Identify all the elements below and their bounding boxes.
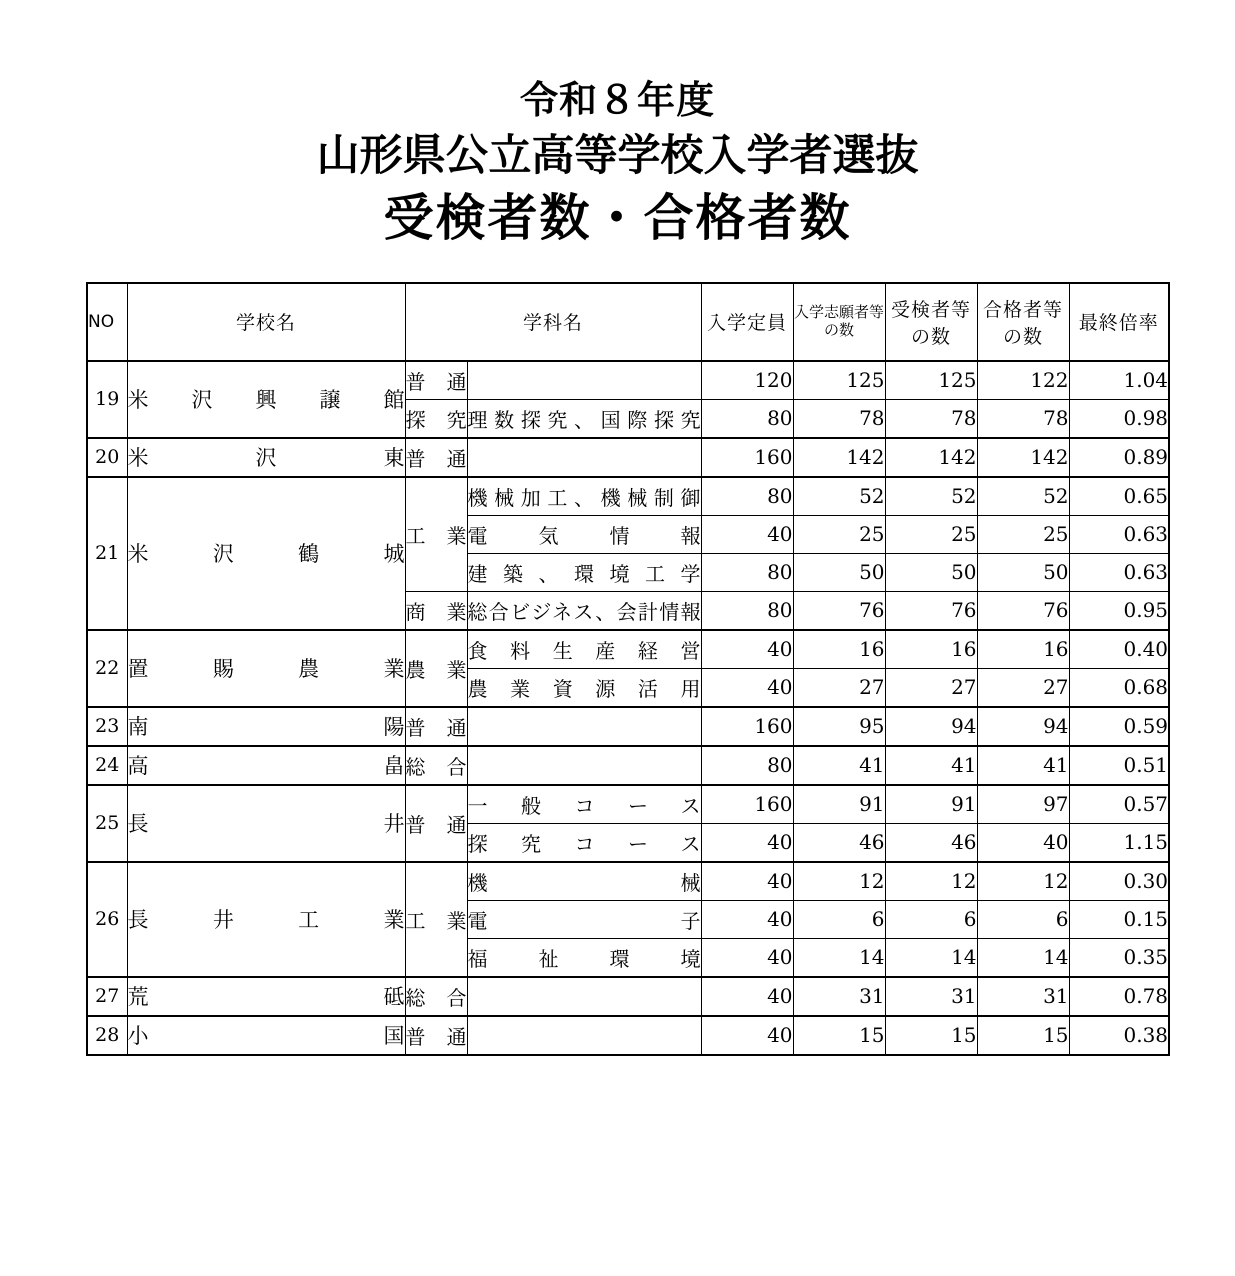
passers-value: 14 <box>977 938 1069 977</box>
ratio-value: 0.65 <box>1069 477 1169 516</box>
capacity-value: 40 <box>701 630 793 669</box>
passers-value: 40 <box>977 823 1069 862</box>
examinees-value: 91 <box>885 785 977 824</box>
department-detail: 農業資源活用 <box>467 668 701 707</box>
capacity-value: 40 <box>701 823 793 862</box>
applicants-value: 15 <box>793 1016 885 1055</box>
passers-value: 142 <box>977 438 1069 477</box>
table-header <box>87 283 1169 361</box>
examinees-value: 46 <box>885 823 977 862</box>
applicants-value: 125 <box>793 361 885 400</box>
ratio-value: 0.78 <box>1069 977 1169 1016</box>
applicants-value: 31 <box>793 977 885 1016</box>
department-detail <box>467 746 701 785</box>
header-passers <box>977 283 1069 361</box>
row-number: 24 <box>87 746 127 785</box>
capacity-value: 80 <box>701 591 793 630</box>
course-type: 総合 <box>405 746 467 785</box>
ratio-value: 0.89 <box>1069 438 1169 477</box>
course-type: 普通 <box>405 438 467 477</box>
applicants-value: 27 <box>793 668 885 707</box>
table-row <box>87 361 1169 400</box>
course-type: 探究 <box>405 399 467 438</box>
capacity-value: 40 <box>701 862 793 901</box>
ratio-value: 0.98 <box>1069 399 1169 438</box>
examinees-value: 50 <box>885 553 977 591</box>
passers-value: 12 <box>977 862 1069 901</box>
school-name: 小国 <box>127 1016 405 1055</box>
row-number: 27 <box>87 977 127 1016</box>
document-title-block <box>0 0 1235 250</box>
department-detail: 総合ビジネス、会計情報 <box>467 591 701 630</box>
course-type: 普通 <box>405 361 467 400</box>
passers-value: 94 <box>977 707 1069 746</box>
passers-value: 41 <box>977 746 1069 785</box>
examinees-value: 15 <box>885 1016 977 1055</box>
examinees-value: 78 <box>885 399 977 438</box>
school-name: 米沢鶴城 <box>127 477 405 630</box>
ratio-value: 0.68 <box>1069 668 1169 707</box>
results-table-wrap <box>0 282 1235 1056</box>
passers-value: 97 <box>977 785 1069 824</box>
ratio-value: 0.51 <box>1069 746 1169 785</box>
table-row <box>87 1016 1169 1055</box>
department-detail <box>467 977 701 1016</box>
ratio-value: 0.35 <box>1069 938 1169 977</box>
table-row <box>87 862 1169 901</box>
table-row <box>87 785 1169 824</box>
capacity-value: 40 <box>701 938 793 977</box>
ratio-value: 0.63 <box>1069 515 1169 553</box>
department-detail: 一般コース <box>467 785 701 824</box>
capacity-value: 40 <box>701 1016 793 1055</box>
header-passers-line1: 合格者等 <box>983 298 1064 321</box>
header-applicants-line2: の数 <box>824 320 855 339</box>
course-type: 商業 <box>405 591 467 630</box>
passers-value: 25 <box>977 515 1069 553</box>
examinees-value: 14 <box>885 938 977 977</box>
department-detail <box>467 438 701 477</box>
examinees-value: 27 <box>885 668 977 707</box>
header-passers-line2: の数 <box>1003 325 1044 348</box>
table-row <box>87 746 1169 785</box>
examinees-value: 12 <box>885 862 977 901</box>
passers-value: 76 <box>977 591 1069 630</box>
title-main: 受検者数・合格者数 <box>383 188 852 247</box>
applicants-value: 16 <box>793 630 885 669</box>
ratio-value: 0.95 <box>1069 591 1169 630</box>
row-number: 25 <box>87 785 127 862</box>
course-type: 普通 <box>405 707 467 746</box>
table-body <box>87 361 1169 1055</box>
school-name: 荒砥 <box>127 977 405 1016</box>
table-row <box>87 707 1169 746</box>
passers-value: 122 <box>977 361 1069 400</box>
ratio-value: 0.57 <box>1069 785 1169 824</box>
applicants-value: 12 <box>793 862 885 901</box>
course-type: 普通 <box>405 1016 467 1055</box>
table-row <box>87 438 1169 477</box>
ratio-value: 0.38 <box>1069 1016 1169 1055</box>
course-type: 普通 <box>405 785 467 862</box>
department-detail: 電子 <box>467 900 701 938</box>
header-examinees <box>885 283 977 361</box>
school-name: 高畠 <box>127 746 405 785</box>
row-number: 22 <box>87 630 127 707</box>
header-applicants-line1: 入学志願者等 <box>794 303 885 322</box>
examinees-value: 31 <box>885 977 977 1016</box>
header-row <box>87 283 1169 361</box>
header-examinees-line2: の数 <box>911 325 952 348</box>
header-examinees-line1: 受検者等 <box>891 298 972 321</box>
header-ratio: 最終倍率 <box>1069 283 1169 361</box>
ratio-value: 0.40 <box>1069 630 1169 669</box>
capacity-value: 80 <box>701 746 793 785</box>
row-number: 19 <box>87 361 127 438</box>
passers-value: 31 <box>977 977 1069 1016</box>
school-name: 長井 <box>127 785 405 862</box>
capacity-value: 40 <box>701 515 793 553</box>
capacity-value: 80 <box>701 477 793 516</box>
applicants-value: 76 <box>793 591 885 630</box>
school-name: 長井工業 <box>127 862 405 977</box>
ratio-value: 0.59 <box>1069 707 1169 746</box>
department-detail <box>467 707 701 746</box>
capacity-value: 40 <box>701 668 793 707</box>
capacity-value: 160 <box>701 707 793 746</box>
department-detail: 機械 <box>467 862 701 901</box>
header-school-name: 学校名 <box>127 283 405 361</box>
header-applicants <box>793 283 885 361</box>
examinees-value: 76 <box>885 591 977 630</box>
applicants-value: 50 <box>793 553 885 591</box>
examinees-value: 6 <box>885 900 977 938</box>
table-row <box>87 977 1169 1016</box>
capacity-value: 120 <box>701 361 793 400</box>
ratio-value: 1.15 <box>1069 823 1169 862</box>
school-name: 米沢興譲館 <box>127 361 405 438</box>
school-name: 米沢東 <box>127 438 405 477</box>
applicants-value: 142 <box>793 438 885 477</box>
capacity-value: 40 <box>701 977 793 1016</box>
examinees-value: 25 <box>885 515 977 553</box>
applicants-value: 95 <box>793 707 885 746</box>
capacity-value: 80 <box>701 553 793 591</box>
examinees-value: 52 <box>885 477 977 516</box>
course-type: 工業 <box>405 862 467 977</box>
applicants-value: 14 <box>793 938 885 977</box>
department-detail <box>467 361 701 400</box>
applicants-value: 78 <box>793 399 885 438</box>
header-capacity: 入学定員 <box>701 283 793 361</box>
applicants-value: 25 <box>793 515 885 553</box>
department-detail: 建築、環境工学 <box>467 553 701 591</box>
table-row <box>87 477 1169 516</box>
passers-value: 6 <box>977 900 1069 938</box>
title-year: 令和８年度 <box>519 78 715 122</box>
capacity-value: 80 <box>701 399 793 438</box>
school-name: 南陽 <box>127 707 405 746</box>
title-subject: 山形県公立高等学校入学者選抜 <box>316 130 919 181</box>
ratio-value: 0.30 <box>1069 862 1169 901</box>
header-department-name: 学科名 <box>405 283 701 361</box>
ratio-value: 1.04 <box>1069 361 1169 400</box>
department-detail: 理数探究、国際探究 <box>467 399 701 438</box>
row-number: 20 <box>87 438 127 477</box>
capacity-value: 40 <box>701 900 793 938</box>
passers-value: 15 <box>977 1016 1069 1055</box>
row-number: 26 <box>87 862 127 977</box>
department-detail: 福祉環境 <box>467 938 701 977</box>
row-number: 21 <box>87 477 127 630</box>
department-detail <box>467 1016 701 1055</box>
ratio-value: 0.63 <box>1069 553 1169 591</box>
examinees-value: 142 <box>885 438 977 477</box>
passers-value: 27 <box>977 668 1069 707</box>
row-number: 23 <box>87 707 127 746</box>
department-detail: 食料生産経営 <box>467 630 701 669</box>
capacity-value: 160 <box>701 438 793 477</box>
header-no: NO <box>87 283 127 361</box>
examinees-value: 125 <box>885 361 977 400</box>
row-number: 28 <box>87 1016 127 1055</box>
school-name: 置賜農業 <box>127 630 405 707</box>
examinees-value: 94 <box>885 707 977 746</box>
examinees-value: 16 <box>885 630 977 669</box>
applicants-value: 6 <box>793 900 885 938</box>
admission-results-table <box>86 282 1170 1056</box>
ratio-value: 0.15 <box>1069 900 1169 938</box>
department-detail: 電気情報 <box>467 515 701 553</box>
course-type: 工業 <box>405 477 467 592</box>
capacity-value: 160 <box>701 785 793 824</box>
passers-value: 50 <box>977 553 1069 591</box>
course-type: 農業 <box>405 630 467 707</box>
passers-value: 16 <box>977 630 1069 669</box>
applicants-value: 46 <box>793 823 885 862</box>
table-row <box>87 630 1169 669</box>
applicants-value: 41 <box>793 746 885 785</box>
passers-value: 52 <box>977 477 1069 516</box>
passers-value: 78 <box>977 399 1069 438</box>
examinees-value: 41 <box>885 746 977 785</box>
department-detail: 機械加工、機械制御 <box>467 477 701 516</box>
applicants-value: 52 <box>793 477 885 516</box>
applicants-value: 91 <box>793 785 885 824</box>
department-detail: 探究コース <box>467 823 701 862</box>
course-type: 総合 <box>405 977 467 1016</box>
